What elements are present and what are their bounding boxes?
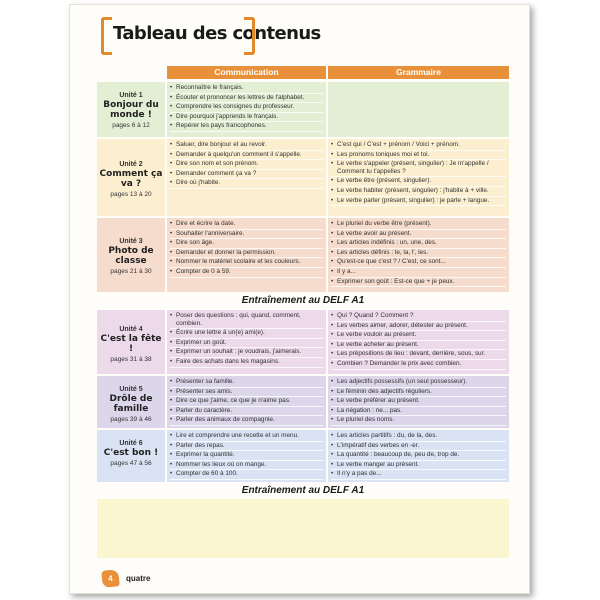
unit-row-6 [97, 430, 509, 482]
list-item: • Faire des achats dans les magasins. [170, 358, 323, 368]
list-item: • Exprimer un goût. [170, 339, 323, 349]
list-item: • Dire où j'habite. [170, 179, 323, 189]
list-item: • Exprimer la quantité. [170, 451, 323, 461]
list-item: • Le verbe s'appeler (présent, singulier) : Je m'appelle / Comment tu t'appelles ? [331, 160, 506, 177]
communication-cell [167, 218, 326, 292]
list-item: • Parler du caractère. [170, 407, 323, 417]
list-item: • Dire son nom et son prénom. [170, 160, 323, 170]
unit-label-5 [97, 376, 165, 428]
list-item: • Parler des repas. [170, 442, 323, 452]
list-item: • Présenter sa famille. [170, 378, 323, 388]
communication-cell [167, 430, 326, 482]
unit-label-6 [97, 430, 165, 482]
unit-title: Photo de classe [108, 246, 154, 266]
grammaire-cell [328, 218, 509, 292]
grammaire-cell [328, 376, 509, 428]
list-item: • Demander comment ça va ? [170, 170, 323, 180]
list-item: • Parler des animaux de compagnie. [170, 416, 323, 426]
list-item: • Saluer, dire bonjour et au revoir. [170, 141, 323, 151]
unit-row-2 [97, 139, 509, 216]
list-item: • Le verbe manger au présent. [331, 461, 506, 471]
list-item: • Dire et écrire la date. [170, 220, 323, 230]
list-item: • L'impératif des verbes en -er. [331, 442, 506, 452]
page-number-badge: 4 [101, 569, 120, 588]
unit-number: Unité 5 [119, 386, 143, 393]
unit-row-4 [97, 310, 509, 374]
list-item: • Repérer les pays francophones. [170, 122, 323, 132]
page-title: Tableau des contenus [113, 23, 321, 44]
list-item: • Dire son âge. [170, 239, 323, 249]
grammaire-cell [328, 82, 509, 137]
grammaire-cell [328, 430, 509, 482]
list-item: • Le pluriel des noms. [331, 416, 506, 426]
unit-number: Unité 6 [119, 440, 143, 447]
list-item: • La quantité : beaucoup de, peu de, trop de. [331, 451, 506, 461]
list-item: • Écrire une lettre à un(e) ami(e). [170, 329, 323, 339]
unit-label-1 [97, 82, 165, 137]
list-item: • La négation : ne... pas. [331, 407, 506, 417]
list-item: • Le féminin des adjectifs réguliers. [331, 388, 506, 398]
list-item: • Qu'est-ce que c'est ? / C'est, ce sont... [331, 258, 506, 268]
list-item: • Souhaiter l'anniversaire. [170, 230, 323, 240]
unit-label-4 [97, 310, 165, 374]
list-item: • Les prépositions de lieu : devant, derrière, sous, sur. [331, 350, 506, 360]
list-item: • Nommer les lieux où on mange. [170, 461, 323, 471]
blank-yellow-block [97, 499, 509, 558]
communication-cell [167, 310, 326, 374]
title-block [101, 17, 321, 51]
list-item: • Le verbe préférer au présent. [331, 397, 506, 407]
header-grammaire: Grammaire [328, 66, 509, 79]
list-item: • Reconnaître le français. [170, 84, 323, 94]
list-item: • Dire ce que j'aime, ce que je n'aime pas. [170, 397, 323, 407]
document-page [69, 4, 530, 594]
unit-pages: pages 31 à 38 [110, 356, 152, 363]
list-item: • Le verbe habiter (présent, singulier) : j'habite à + ville. [331, 187, 506, 197]
list-item: • Compter de 60 à 100. [170, 470, 323, 480]
unit-row-3 [97, 218, 509, 292]
communication-cell [167, 139, 326, 216]
header-communication: Communication [167, 66, 326, 79]
left-bracket-decoration [101, 17, 112, 55]
unit-number: Unité 2 [119, 161, 143, 168]
unit-pages: pages 47 à 56 [110, 460, 152, 467]
list-item: • C'est qui / C'est + prénom / Voici + prénom. [331, 141, 506, 151]
list-item: • Qui ? Quand ? Comment ? [331, 312, 506, 322]
unit-pages: pages 6 à 12 [112, 122, 150, 129]
list-item: • Les verbes aimer, adorer, détester au présent. [331, 322, 506, 332]
unit-title: Bonjour du monde ! [103, 100, 159, 120]
unit-row-1 [97, 82, 509, 137]
grammaire-cell [328, 310, 509, 374]
list-item: • Demander à quelqu'un comment il s'appelle. [170, 151, 323, 161]
list-item: • Compter de 0 à 59. [170, 268, 323, 278]
list-item: • Le pluriel du verbe être (présent). [331, 220, 506, 230]
communication-cell [167, 82, 326, 137]
list-item: • Exprimer un souhait : je voudrais, j'aimerais. [170, 348, 323, 358]
list-item: • Le verbe acheter au présent. [331, 341, 506, 351]
page-number-word: quatre [126, 574, 151, 583]
list-item: • Poser des questions : qui, quand, comment, combien. [170, 312, 323, 329]
list-item: • Les articles définis : le, la, l', les. [331, 249, 506, 259]
unit-title: Drôle de famille [109, 394, 153, 414]
list-item: • Dire pourquoi j'apprends le français. [170, 113, 323, 123]
unit-label-3 [97, 218, 165, 292]
list-item: • Combien ? Demander le prix avec combien. [331, 360, 506, 370]
unit-title: C'est bon ! [103, 448, 159, 458]
list-item: • Le verbe être (présent, singulier). [331, 177, 506, 187]
unit-row-5 [97, 376, 509, 428]
delf-heading-1: Entraînement au DELF A1 [241, 295, 365, 306]
list-item: • Nommer le matériel scolaire et les couleurs. [170, 258, 323, 268]
list-item: • Comprendre les consignes du professeur. [170, 103, 323, 113]
list-item: • Le verbe avoir au présent. [331, 230, 506, 240]
unit-number: Unité 1 [119, 92, 143, 99]
list-item: • Demander et donner la permission. [170, 249, 323, 259]
list-item: • Le verbe parler (présent, singulier) : je parle + langue. [331, 197, 506, 207]
list-item: • Les articles partitifs : du, de la, des. [331, 432, 506, 442]
unit-title: C'est la fête ! [100, 334, 162, 354]
list-item: • Les articles indéfinis : un, une, des. [331, 239, 506, 249]
communication-cell [167, 376, 326, 428]
list-item: • Il y a... [331, 268, 506, 278]
unit-number: Unité 3 [119, 238, 143, 245]
unit-pages: pages 13 à 20 [110, 191, 152, 198]
list-item: • Le verbe vouloir au présent. [331, 331, 506, 341]
right-bracket-decoration [244, 17, 255, 55]
grammaire-cell [328, 139, 509, 216]
list-item: • Il n'y a pas de... [331, 470, 506, 480]
list-item: • Les pronoms toniques moi et toi. [331, 151, 506, 161]
unit-number: Unité 4 [119, 326, 143, 333]
list-item: • Lire et comprendre une recette et un menu. [170, 432, 323, 442]
unit-pages: pages 39 à 46 [110, 416, 152, 423]
unit-pages: pages 21 à 30 [110, 268, 152, 275]
list-item: • Les adjectifs possessifs (un seul possesseur). [331, 378, 506, 388]
list-item: • Présenter ses amis. [170, 388, 323, 398]
unit-label-2 [97, 139, 165, 216]
delf-heading-2: Entraînement au DELF A1 [241, 485, 365, 496]
list-item: • Exprimer son goût : Est-ce que + je peux. [331, 278, 506, 288]
unit-title: Comment ça va ? [99, 169, 163, 189]
list-item: • Écouter et prononcer les lettres de l'alphabet. [170, 94, 323, 104]
